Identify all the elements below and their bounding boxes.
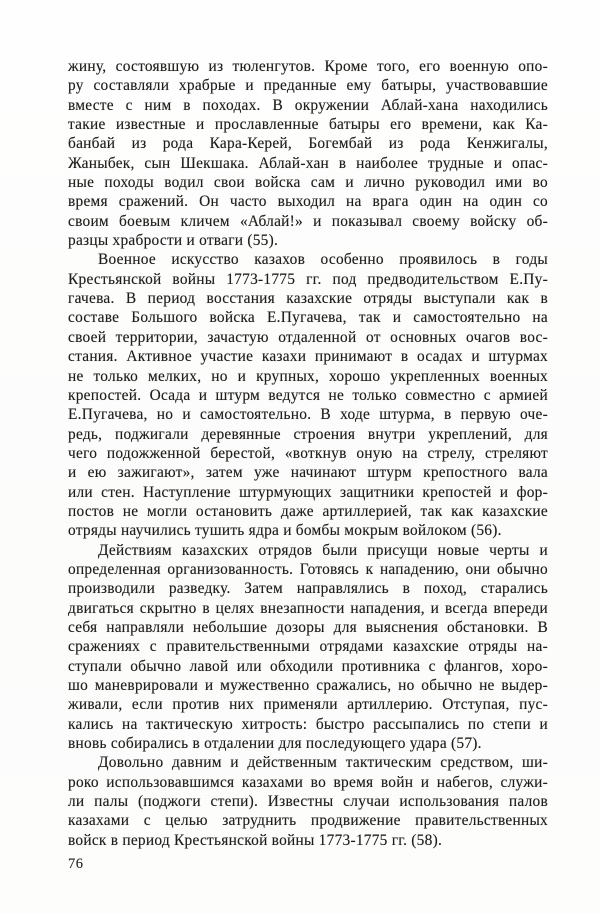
- text-line: кались на тактическую хитрость: быстро рассыпались по степи и: [68, 715, 548, 733]
- text-line: ступали обычно лавой или обходили противника с флангов, хоро-: [68, 657, 548, 675]
- text-line: такие известные и прославленные батыры его времени, как Ка-: [68, 116, 548, 134]
- page-number: 76: [68, 856, 84, 872]
- text-line: крепостей. Осада и штурм ведутся не только совместно с армией: [68, 386, 548, 404]
- text-line: Военное искусство казахов особенно проявилось в годы: [98, 251, 548, 269]
- body-text: [68, 57, 548, 850]
- text-line: вновь собирались в отдалении для последующего удара (57).: [68, 735, 482, 753]
- text-line: банбай из рода Кара-Керей, Богембай из рода Кенжигалы,: [68, 135, 548, 153]
- paragraph-2: [68, 250, 548, 540]
- text-line: ли палы (поджоги степи). Известны случаи использования палов: [68, 793, 548, 811]
- text-line: производили разведку. Затем направлялись в поход, старались: [68, 580, 548, 598]
- text-line: Е.Пугачева, но и самостоятельно. В ходе штурма, в первую оче-: [68, 406, 548, 424]
- text-line: войск в период Крестьянской войны 1773-1775 гг. (58).: [68, 831, 443, 849]
- text-line: чего подожженной берестой, «воткнув оную на стрелу, стреляют: [68, 444, 548, 462]
- text-line: ру составляли храбрые и преданные ему батыры, участвовавшие: [68, 77, 548, 95]
- text-line: себя направляли небольшие дозоры для выяснения обстановки. В: [68, 618, 548, 636]
- paragraph-1: [68, 57, 548, 250]
- text-line: редь, поджигали деревянные строения внутри укреплений, для: [68, 425, 548, 443]
- text-line: время сражений. Он часто выходил на врага один на один со: [68, 193, 548, 211]
- text-line: разцы храбрости и отваги (55).: [68, 232, 279, 250]
- text-line: не только мелких, но и крупных, хорошо укрепленных военных: [68, 367, 548, 385]
- text-line: или стен. Наступление штурмующих защитники крепостей и фор-: [68, 483, 548, 501]
- text-line: и ею зажигают», затем уже начинают штурм крепостного вала: [68, 464, 548, 482]
- text-line: жину, состоявшую из тюленгутов. Кроме того, его военную опо-: [68, 58, 548, 75]
- text-line: двигаться скрытно в целях внезапности нападения, и всегда впереди: [68, 599, 548, 617]
- text-line: постов не могли остановить даже артиллерией, так как казахские: [68, 502, 548, 520]
- text-line: своим боевым кличем «Аблай!» и показывал своему войску об-: [68, 212, 548, 230]
- text-line: Действиям казахских отрядов были присущи новые черты и: [98, 541, 548, 559]
- text-line: живали, если против них применяли артиллерию. Отступая, пус-: [68, 696, 548, 714]
- text-line: определенная организованность. Готовясь к нападению, они обычно: [68, 560, 548, 578]
- text-line: составе Большого войска Е.Пугачева, так и самостоятельно на: [68, 309, 548, 327]
- text-line: отряды научились тушить ядра и бомбы мокрым войлоком (56).: [68, 522, 502, 540]
- text-line: ные походы водил свои войска сам и лично руководил ими во: [68, 174, 548, 192]
- text-line: Жаныбек, сын Шекшака. Аблай-хан в наиболее трудные и опас-: [68, 154, 548, 172]
- text-line: своей территории, зачастую отдаленной от основных очагов вос-: [68, 328, 548, 346]
- text-line: сражениях с правительственными отрядами казахские отряды на-: [68, 638, 548, 656]
- text-line: Крестьянской войны 1773-1775 гг. под предводительством Е.Пу-: [68, 270, 548, 288]
- text-line: роко использовавшимся казахами во время войн и набегов, служи-: [68, 773, 548, 791]
- text-line: Довольно давним и действенным тактическим средством, ши-: [98, 754, 548, 772]
- text-line: вместе с ним в походах. В окружении Аблай-хана находились: [68, 96, 548, 114]
- paragraph-3: [68, 541, 548, 754]
- text-line: казахами с целью затруднить продвижение правительственных: [68, 812, 548, 830]
- paragraph-4: [68, 753, 548, 850]
- text-line: шо маневрировали и мужественно сражались, но обычно не выдер-: [68, 677, 548, 694]
- text-line: стания. Активное участие казахи принимают в осадах и штурмах: [68, 348, 548, 366]
- text-line: гачева. В период восстания казахские отряды выступали как в: [68, 290, 548, 308]
